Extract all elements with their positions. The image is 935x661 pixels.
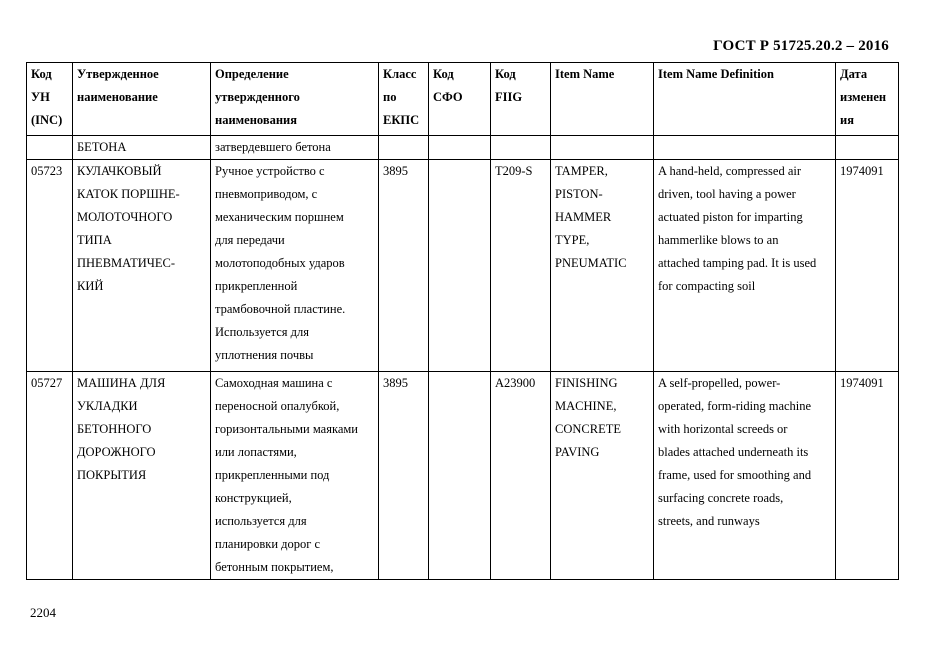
- cell-item-definition: A self-propelled, power- operated, form-riding machine with horizontal screeds or blades attached underneath its frame, used for smoothing and surfacing concrete roads, streets, and runways: [654, 372, 836, 580]
- cell-approved-name: БЕТОНА: [73, 136, 211, 160]
- page-number: 2204: [30, 605, 56, 620]
- cell-item-definition: [654, 136, 836, 160]
- header-sfo-code: Код СФО: [429, 63, 491, 136]
- cell-definition: Ручное устройство с пневмоприводом, с механическим поршнем для передачи молотоподобных ударов прикрепленной трамбовочной пластине. Используется для уплотнения почвы: [211, 160, 379, 372]
- cell-inc: 05727: [27, 372, 73, 580]
- header-fiig-code: Код FIIG: [491, 63, 551, 136]
- header-item-name-definition: Item Name Definition: [654, 63, 836, 136]
- cell-fiig: [491, 136, 551, 160]
- document-standard-header: ГОСТ Р 51725.20.2 – 2016: [713, 38, 889, 54]
- table-row: [27, 372, 899, 580]
- cell-date: [836, 136, 899, 160]
- cell-ekps: [379, 136, 429, 160]
- cell-ekps: 3895: [379, 160, 429, 372]
- cell-approved-name: МАШИНА ДЛЯ УКЛАДКИ БЕТОННОГО ДОРОЖНОГО ПОКРЫТИЯ: [73, 372, 211, 580]
- cell-definition: Самоходная машина с переносной опалубкой, горизонтальными маяками или лопастями, прикрепленными под конструкцией, используется для планировки дорог с бетонным покрытием,: [211, 372, 379, 580]
- registry-table: [26, 62, 899, 580]
- table-row-continuation: [27, 136, 899, 160]
- cell-inc: [27, 136, 73, 160]
- table-row: [27, 160, 899, 372]
- cell-item-name: FINISHING MACHINE, CONCRETE PAVING: [551, 372, 654, 580]
- cell-sfo: [429, 160, 491, 372]
- cell-item-name: TAMPER, PISTON- HAMMER TYPE, PNEUMATIC: [551, 160, 654, 372]
- cell-ekps: 3895: [379, 372, 429, 580]
- cell-date: 1974091: [836, 160, 899, 372]
- cell-sfo: [429, 372, 491, 580]
- cell-approved-name: КУЛАЧКОВЫЙ КАТОК ПОРШНЕ- МОЛОТОЧНОГО ТИПА ПНЕВМАТИЧЕС- КИЙ: [73, 160, 211, 372]
- header-approved-name: Утвержденное наименование: [73, 63, 211, 136]
- header-item-name: Item Name: [551, 63, 654, 136]
- table-header-row: [27, 63, 899, 136]
- cell-item-name: [551, 136, 654, 160]
- cell-date: 1974091: [836, 372, 899, 580]
- cell-sfo: [429, 136, 491, 160]
- header-ekps-class: Класс по ЕКПС: [379, 63, 429, 136]
- header-inc: Код УН (INC): [27, 63, 73, 136]
- cell-inc: 05723: [27, 160, 73, 372]
- cell-item-definition: A hand-held, compressed air driven, tool having a power actuated piston for imparting hammerlike blows to an attached tamping pad. It is used for compacting soil: [654, 160, 836, 372]
- cell-fiig: A23900: [491, 372, 551, 580]
- header-definition: Определение утвержденного наименования: [211, 63, 379, 136]
- cell-fiig: T209-S: [491, 160, 551, 372]
- cell-definition: затвердевшего бетона: [211, 136, 379, 160]
- header-change-date: Дата изменен ия: [836, 63, 899, 136]
